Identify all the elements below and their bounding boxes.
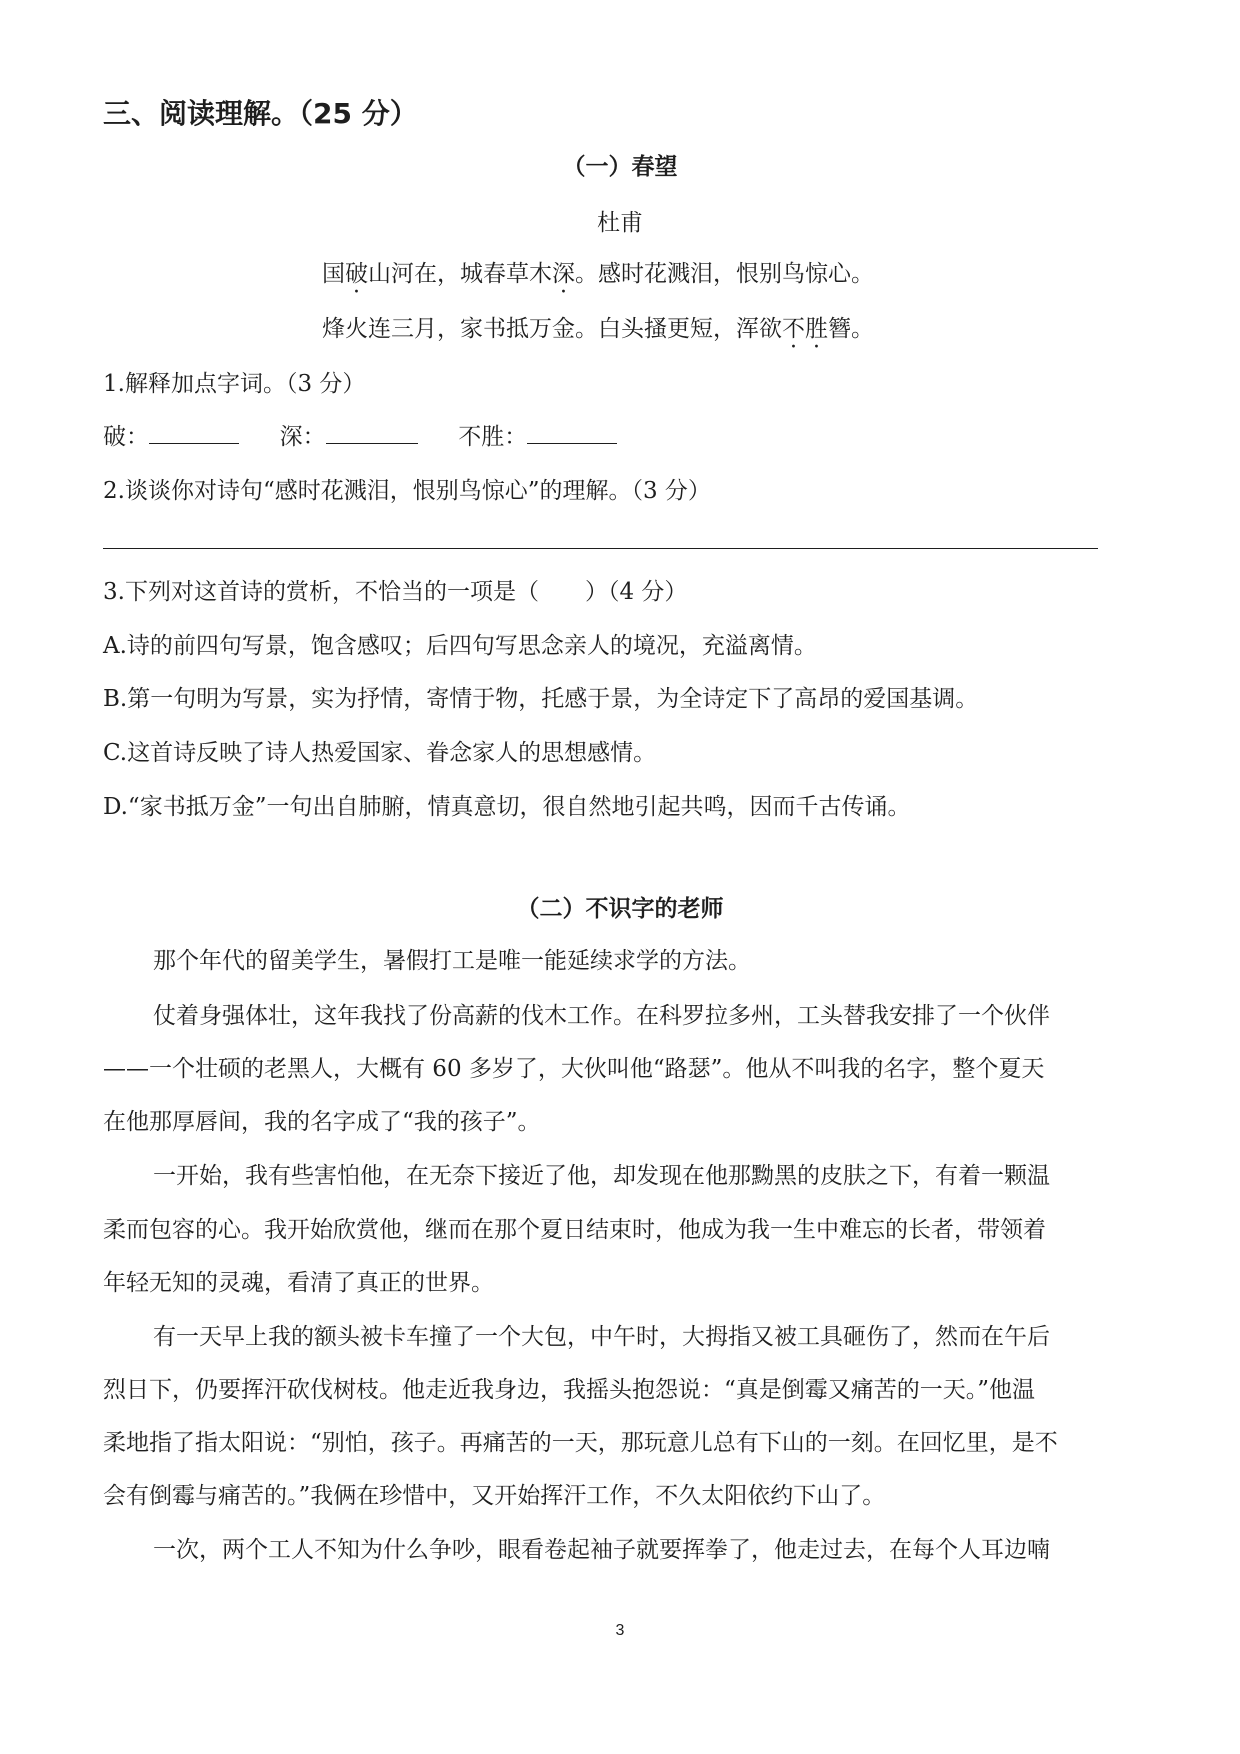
dotted-char-shen: 深 (552, 261, 575, 287)
passage-line: 一开始，我有些害怕他，在无奈下接近了他，却发现在他那黝黑的皮肤之下，有着一颗温 (153, 1163, 1050, 1189)
passage-line: 烈日下，仍要挥汗砍伐树枝。他走近我身边，我摇头抱怨说：“真是倒霉又痛苦的一天。”他温 (103, 1377, 1036, 1403)
passage-line: 在他那厚唇间，我的名字成了“我的孩子”。 (103, 1109, 541, 1135)
answer-blank-po[interactable] (149, 423, 239, 444)
question-2: 2.谈谈你对诗句“感时花溅泪，恨别鸟惊心”的理解。（3 分） (103, 478, 711, 504)
field-label-shen: 深： (279, 424, 326, 450)
option-a: A.诗的前四句写景，饱含感叹；后四句写思念亲人的境况，充溢离情。 (103, 633, 817, 659)
option-b: B.第一句明为写景，实为抒情，寄情于物，托感于景，为全诗定下了高昂的爱国基调。 (103, 686, 979, 712)
page-number: 3 (615, 1622, 625, 1639)
option-c: C.这首诗反映了诗人热爱国家、眷念家人的思想感情。 (103, 740, 657, 766)
passage-line: 柔而包容的心。我开始欣赏他，继而在那个夏日结束时，他成为我一生中难忘的长者，带领着 (103, 1217, 1046, 1243)
passage-title: （二）不识字的老师 (516, 896, 724, 922)
poem-line-1: 国破山河在，城春草木深。感时花溅泪，恨别鸟惊心。 (322, 261, 874, 287)
passage-line: 年轻无知的灵魂，看清了真正的世界。 (103, 1270, 494, 1296)
field-label-busheng: 不胜： (458, 424, 528, 450)
dotted-char-sheng: 胜 (805, 316, 828, 342)
passage-line: 会有倒霉与痛苦的。”我俩在珍惜中，又开始挥汗工作，不久太阳依约下山了。 (103, 1483, 886, 1509)
answer-blank-busheng[interactable] (527, 423, 617, 444)
passage-line: 柔地指了指太阳说：“别怕，孩子。再痛苦的一天，那玩意儿总有下山的一刻。在回忆里，是不 (103, 1430, 1058, 1456)
answer-line-q2[interactable] (103, 548, 1098, 549)
passage-line: 一次，两个工人不知为什么争吵，眼看卷起袖子就要挥拳了，他走过去，在每个人耳边喃 (153, 1537, 1050, 1563)
poem-title: （一）春望 (562, 154, 678, 180)
passage-line: 有一天早上我的额头被卡车撞了一个大包，中午时，大拇指又被工具砸伤了，然而在午后 (153, 1324, 1050, 1350)
question-3: 3.下列对这首诗的赏析，不恰当的一项是（ ）（4 分） (103, 579, 688, 605)
section-title: 三、阅读理解。（25 分） (103, 97, 418, 130)
dotted-char-bu: 不 (782, 316, 805, 342)
passage-line: 那个年代的留美学生，暑假打工是唯一能延续求学的方法。 (153, 948, 751, 974)
answer-blank-shen[interactable] (326, 423, 418, 444)
dotted-char-po: 破 (345, 261, 368, 287)
field-label-po: 破： (103, 424, 149, 450)
option-d: D.“家书抵万金”一句出自肺腑，情真意切，很自然地引起共鸣，因而千古传诵。 (103, 794, 911, 820)
passage-line: ——一个壮硕的老黑人，大概有 60 多岁了，大伙叫他“路瑟”。他从不叫我的名字，整个夏天 (103, 1056, 1045, 1082)
poem-line-2: 烽火连三月，家书抵万金。白头搔更短，浑欲不胜簪。 (322, 316, 874, 342)
question-1: 1.解释加点字词。（3 分） (103, 371, 366, 397)
question-1-fields (103, 418, 617, 451)
passage-line: 仗着身强体壮，这年我找了份高薪的伐木工作。在科罗拉多州，工头替我安排了一个伙伴 (153, 1003, 1050, 1029)
poem-author: 杜甫 (597, 210, 643, 236)
